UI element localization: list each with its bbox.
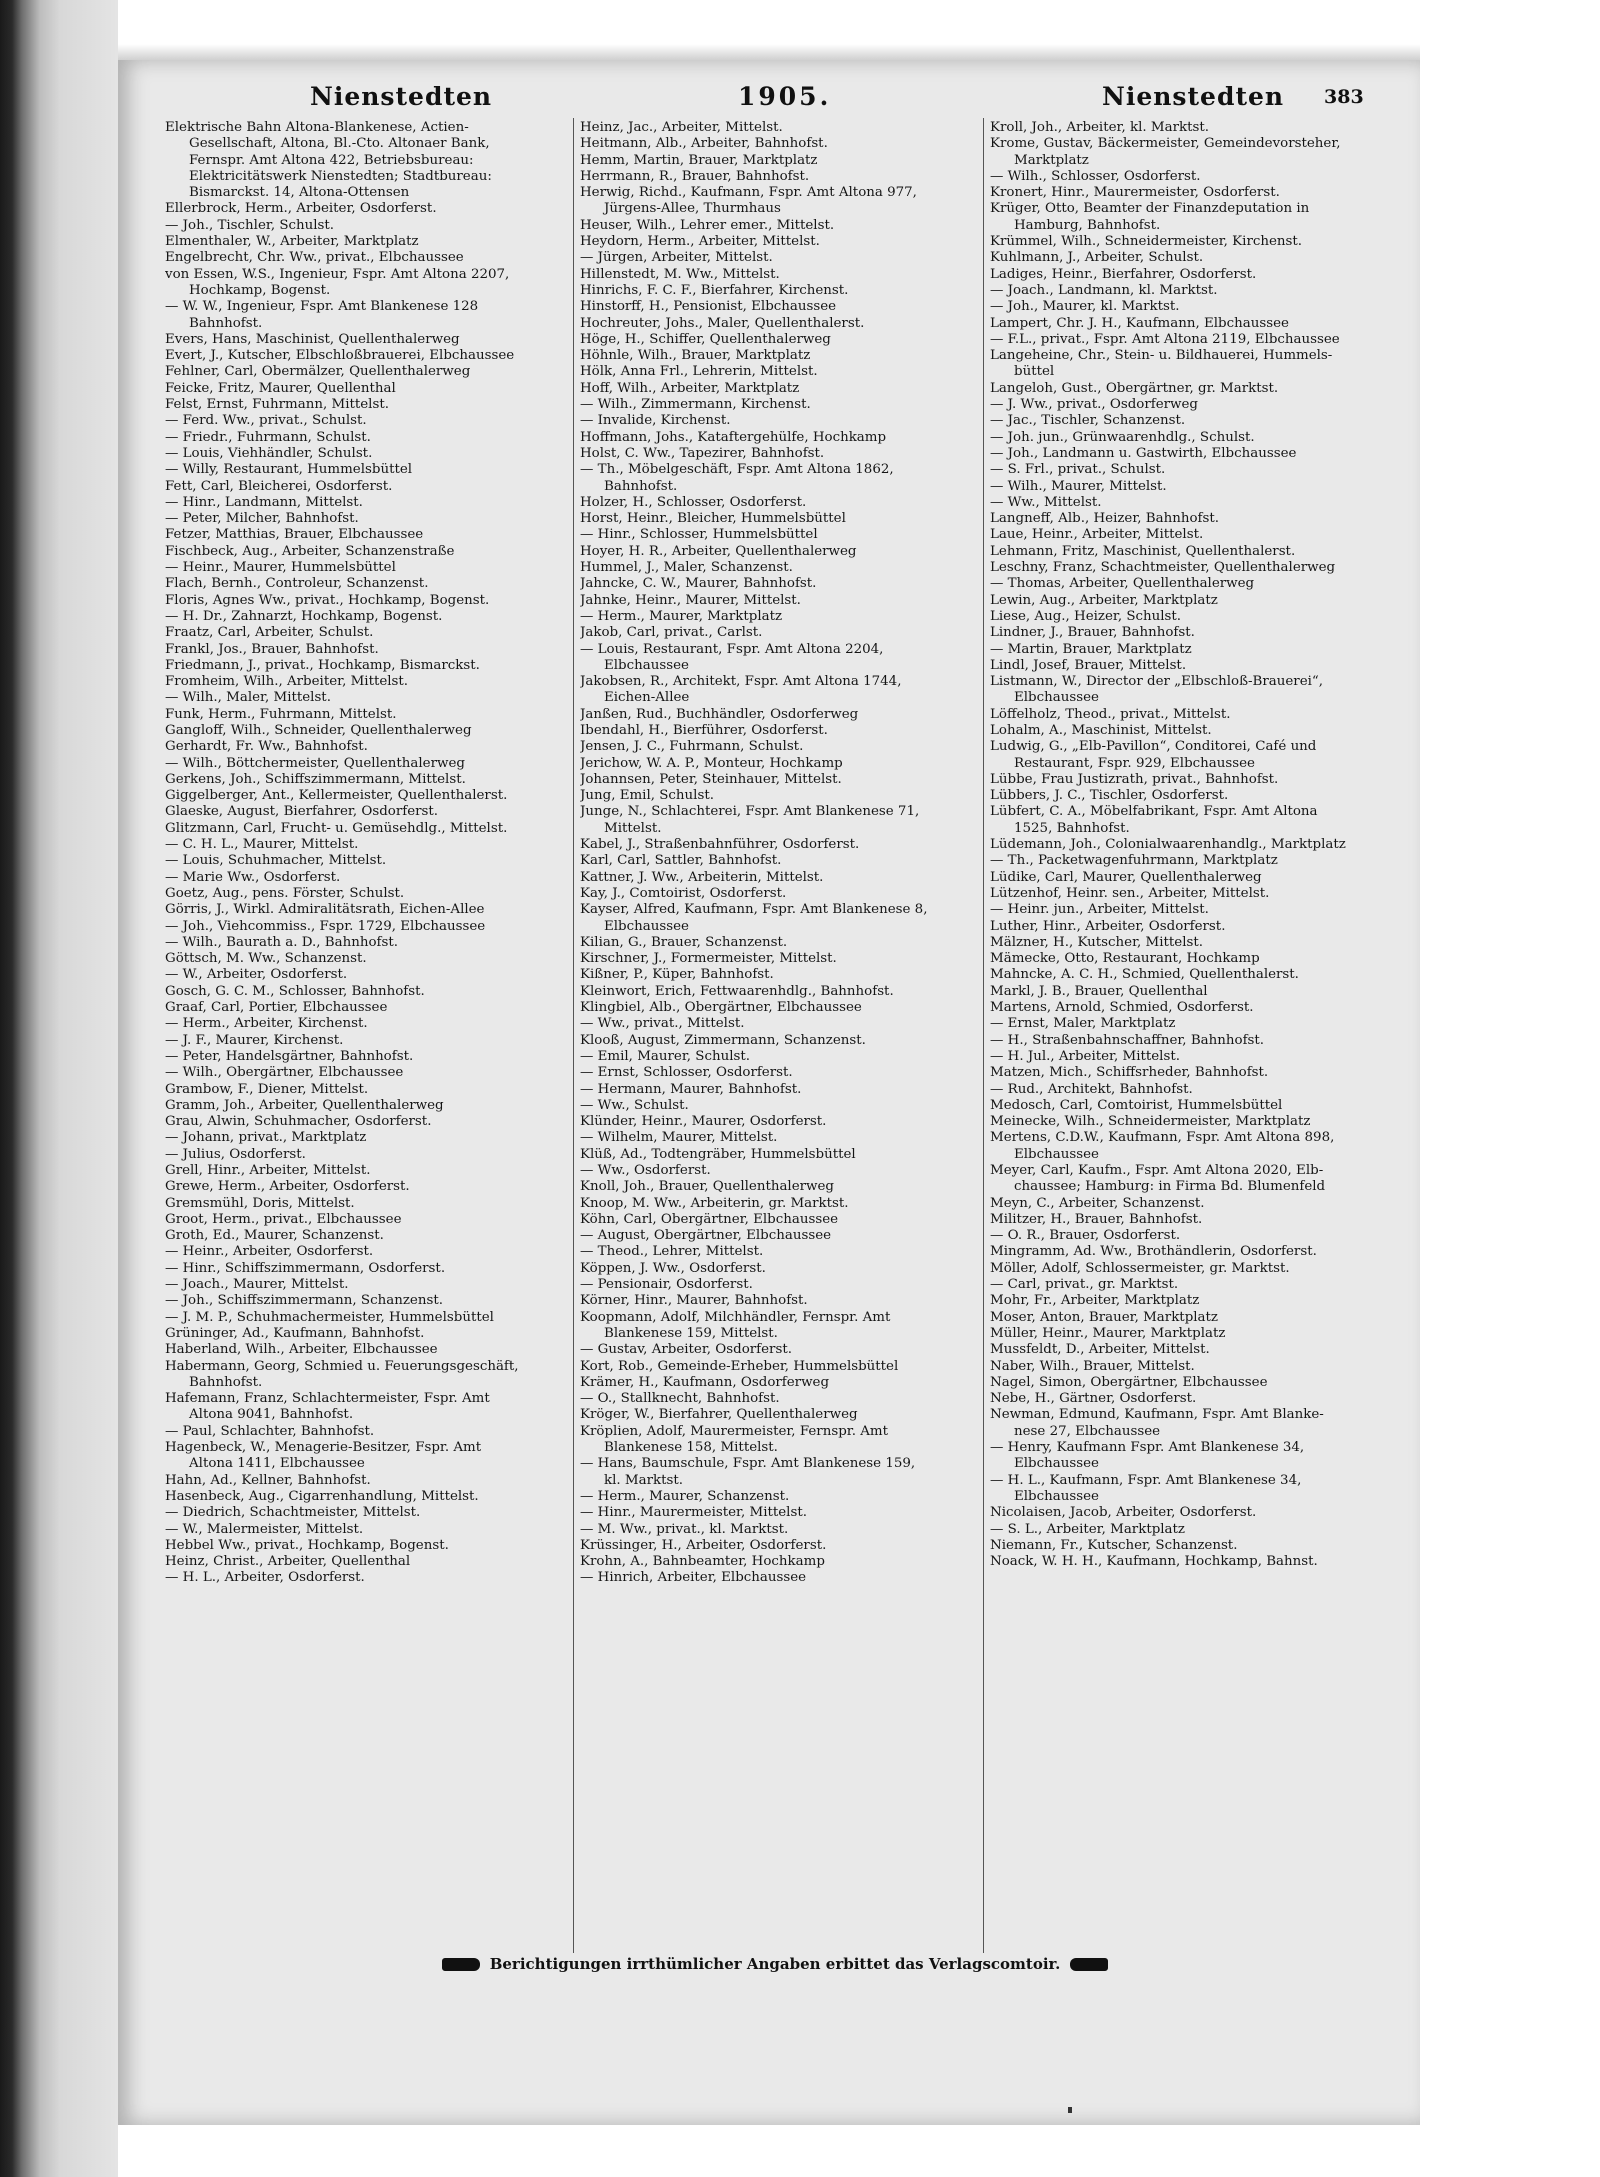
directory-entry: — M. Ww., privat., kl. Marktst.: [580, 1521, 789, 1537]
directory-entry: Hoyer, H. R., Arbeiter, Quellenthalerweg: [580, 543, 857, 559]
directory-entry: — Joh., Landmann u. Gastwirth, Elbchaussee: [990, 445, 1297, 461]
directory-entry: Ellerbrock, Herm., Arbeiter, Osdorferst.: [165, 201, 437, 217]
scan-right-margin: [1420, 0, 1600, 2177]
pointing-hand-icon-right: [1070, 1958, 1108, 1971]
directory-entry: Hamburg, Bahnhofst.: [1014, 217, 1161, 233]
directory-entry: Fromheim, Wilh., Arbeiter, Mittelst.: [165, 674, 409, 690]
directory-entry: — Joach., Landmann, kl. Marktst.: [990, 282, 1218, 298]
directory-column-3: [990, 120, 1398, 1570]
directory-entry: Luther, Hinr., Arbeiter, Osdorferst.: [990, 918, 1226, 934]
directory-entry: — H. Dr., Zahnarzt, Hochkamp, Bogenst.: [165, 608, 443, 624]
directory-entry: Ibendahl, H., Bierführer, Osdorferst.: [580, 722, 828, 738]
directory-entry: — Ww., Schulst.: [580, 1097, 689, 1113]
directory-entry: Kronert, Hinr., Maurermeister, Osdorferst.: [990, 185, 1280, 201]
directory-entry: Hoffmann, Johs., Kataftergehülfe, Hochkamp: [580, 429, 887, 445]
directory-entry: — Hermann, Maurer, Bahnhofst.: [580, 1081, 802, 1097]
directory-entry: Körner, Hinr., Maurer, Bahnhofst.: [580, 1293, 808, 1309]
directory-entry: Elmenthaler, W., Arbeiter, Marktplatz: [165, 234, 419, 250]
directory-entry: Jensen, J. C., Fuhrmann, Schulst.: [580, 739, 804, 755]
directory-entry: Elbchaussee: [1014, 1488, 1099, 1504]
directory-entry: Höge, H., Schiffer, Quellenthalerweg: [580, 331, 831, 347]
directory-entry: Elbchaussee: [604, 918, 689, 934]
directory-entry: Giggelberger, Ant., Kellermeister, Quellenthalerst.: [165, 788, 508, 804]
directory-entry: Kroll, Joh., Arbeiter, kl. Marktst.: [990, 120, 1209, 135]
directory-entry: Gangloff, Wilh., Schneider, Quellenthalerweg: [165, 722, 472, 738]
directory-entry: Evert, J., Kutscher, Elbschloßbrauerei, Elbchaussee: [165, 348, 515, 364]
directory-entry: Köppen, J. Ww., Osdorferst.: [580, 1260, 766, 1276]
directory-entry: Jürgens-Allee, Thurmhaus: [604, 201, 781, 217]
directory-entry: Klüß, Ad., Todtengräber, Hummelsbüttel: [580, 1146, 856, 1162]
directory-entry: Holst, C. Ww., Tapezirer, Bahnhofst.: [580, 445, 825, 461]
directory-entry: — Herm., Arbeiter, Kirchenst.: [165, 1016, 368, 1032]
directory-entry: Elbchaussee: [1014, 690, 1099, 706]
directory-entry: — Herm., Maurer, Marktplatz: [580, 608, 783, 624]
directory-entry: — Hinr., Maurermeister, Mittelst.: [580, 1505, 807, 1521]
directory-entry: Heitmann, Alb., Arbeiter, Bahnhofst.: [580, 136, 828, 152]
directory-entry: Jakobsen, R., Architekt, Fspr. Amt Altona 1744,: [580, 674, 902, 690]
directory-entry: Kayser, Alfred, Kaufmann, Fspr. Amt Blankenese 8,: [580, 902, 928, 918]
directory-entry: Moser, Anton, Brauer, Marktplatz: [990, 1309, 1218, 1325]
directory-entry: Haberland, Wilh., Arbeiter, Elbchaussee: [165, 1342, 438, 1358]
directory-entry: Löffelholz, Theod., privat., Mittelst.: [990, 706, 1231, 722]
directory-entry: — Theod., Lehrer, Mittelst.: [580, 1244, 764, 1260]
directory-entry: Koopmann, Adolf, Milchhändler, Fernspr. Amt: [580, 1309, 891, 1325]
directory-entry: — Ferd. Ww., privat., Schulst.: [165, 413, 367, 429]
directory-entry: Heinz, Jac., Arbeiter, Mittelst.: [580, 120, 783, 135]
directory-entry: Lübbe, Frau Justizrath, privat., Bahnhofst.: [990, 771, 1279, 787]
directory-entry: — Ernst, Schlosser, Osdorferst.: [580, 1065, 793, 1081]
directory-entry: — Wilh., Baurath a. D., Bahnhofst.: [165, 934, 398, 950]
directory-entry: Heuser, Wilh., Lehrer emer., Mittelst.: [580, 217, 835, 233]
directory-entry: — Paul, Schlachter, Bahnhofst.: [165, 1423, 375, 1439]
directory-entry: Hoff, Wilh., Arbeiter, Marktplatz: [580, 380, 800, 396]
directory-entry: — Gustav, Arbeiter, Osdorferst.: [580, 1342, 792, 1358]
directory-entry: Jahnke, Heinr., Maurer, Mittelst.: [580, 592, 801, 608]
header-year: 1905.: [738, 82, 832, 111]
directory-entry: Goetz, Aug., pens. Förster, Schulst.: [165, 885, 405, 901]
directory-entry: Hochkamp, Bogenst.: [189, 282, 331, 298]
pointing-hand-icon: [442, 1958, 480, 1971]
directory-entry: — Wilh., Obergärtner, Elbchaussee: [165, 1065, 404, 1081]
directory-entry: Noack, W. H. H., Kaufmann, Hochkamp, Bahnst.: [990, 1554, 1318, 1570]
directory-entry: — Th., Packetwagenfuhrmann, Marktplatz: [990, 853, 1278, 869]
page-footer: [395, 1951, 1155, 1977]
directory-entry: Lüdemann, Joh., Colonialwaarenhandlg., Marktplatz: [990, 837, 1346, 853]
directory-entry: Hafemann, Franz, Schlachtermeister, Fspr. Amt: [165, 1391, 490, 1407]
directory-entry: Hahn, Ad., Kellner, Bahnhofst.: [165, 1472, 371, 1488]
directory-entry: Hasenbeck, Aug., Cigarrenhandlung, Mittelst.: [165, 1488, 479, 1504]
directory-entry: Fernspr. Amt Altona 422, Betriebsbureau:: [189, 152, 474, 168]
directory-entry: Matzen, Mich., Schiffsrheder, Bahnhofst.: [990, 1065, 1269, 1081]
directory-entry: Knoll, Joh., Brauer, Quellenthalerweg: [580, 1179, 835, 1195]
directory-entry: Listmann, W., Director der „Elbschloß-Brauerei“,: [990, 674, 1324, 690]
directory-entry: — Ernst, Maler, Marktplatz: [990, 1016, 1176, 1032]
directory-entry: Görris, J., Wirkl. Admiralitätsrath, Eichen-Allee: [165, 902, 485, 918]
footer-note: Berichtigungen irrthümlicher Angaben erbittet das Verlagscomtoir.: [489, 1955, 1061, 1973]
directory-entry: Johannsen, Peter, Steinhauer, Mittelst.: [580, 771, 842, 787]
directory-entry: Lübfert, C. A., Möbelfabrikant, Fspr. Amt Altona: [990, 804, 1318, 820]
directory-entry: — Wilh., Schlosser, Osdorferst.: [990, 168, 1201, 184]
directory-entry: Lewin, Aug., Arbeiter, Marktplatz: [990, 592, 1218, 608]
directory-entry: Groot, Herm., privat., Elbchaussee: [165, 1211, 402, 1227]
directory-entry: Grau, Alwin, Schuhmacher, Osdorferst.: [165, 1114, 432, 1130]
directory-entry: Hebbel Ww., privat., Hochkamp, Bogenst.: [165, 1537, 449, 1553]
directory-entry: Möller, Adolf, Schlossermeister, gr. Marktst.: [990, 1260, 1290, 1276]
directory-entry: 1525, Bahnhofst.: [1014, 820, 1130, 836]
directory-entry: Fett, Carl, Bleicherei, Osdorferst.: [165, 478, 393, 494]
directory-entry: Bahnhofst.: [189, 1374, 263, 1390]
header-right-place: Nienstedten: [1102, 82, 1285, 111]
directory-entry: — H. L., Kaufmann, Fspr. Amt Blankenese 34,: [990, 1472, 1302, 1488]
directory-entry: Herrmann, R., Brauer, Bahnhofst.: [580, 168, 810, 184]
directory-entry: Klingbiel, Alb., Obergärtner, Elbchaussee: [580, 1000, 862, 1016]
directory-entry: Lindl, Josef, Brauer, Mittelst.: [990, 657, 1187, 673]
directory-entry: Kilian, G., Brauer, Schanzenst.: [580, 934, 788, 950]
directory-entry: Groth, Ed., Maurer, Schanzenst.: [165, 1228, 384, 1244]
directory-entry: büttel: [1014, 364, 1055, 380]
directory-entry: Elektricitätswerk Nienstedten; Stadtbureau:: [189, 168, 492, 184]
directory-entry: Funk, Herm., Fuhrmann, Mittelst.: [165, 706, 397, 722]
directory-entry: Kleinwort, Erich, Fettwaarenhdlg., Bahnhofst.: [580, 983, 894, 999]
directory-entry: Karl, Carl, Sattler, Bahnhofst.: [580, 853, 782, 869]
directory-entry: kl. Marktst.: [604, 1472, 684, 1488]
directory-entry: Friedmann, J., privat., Hochkamp, Bismarckst.: [165, 657, 480, 673]
directory-entry: Horst, Heinr., Bleicher, Hummelsbüttel: [580, 511, 846, 527]
directory-entry: — F.L., privat., Fspr. Amt Altona 2119, Elbchaussee: [990, 331, 1340, 347]
directory-entry: Hölk, Anna Frl., Lehrerin, Mittelst.: [580, 364, 818, 380]
directory-entry: Langeheine, Chr., Stein- u. Bildhauerei, Hummels-: [990, 348, 1333, 364]
directory-entry: Gremsmühl, Doris, Mittelst.: [165, 1195, 355, 1211]
directory-entry: Eichen-Allee: [604, 690, 690, 706]
directory-entry: Nicolaisen, Jacob, Arbeiter, Osdorferst.: [990, 1505, 1257, 1521]
directory-entry: Lützenhof, Heinr. sen., Arbeiter, Mittelst.: [990, 885, 1270, 901]
directory-entry: — Wilh., Zimmermann, Kirchenst.: [580, 397, 811, 413]
directory-entry: — Th., Möbelgeschäft, Fspr. Amt Altona 1862,: [580, 462, 894, 478]
directory-entry: Elbchaussee: [1014, 1456, 1099, 1472]
directory-entry: Jakob, Carl, privat., Carlst.: [580, 625, 763, 641]
directory-entry: — Thomas, Arbeiter, Quellenthalerweg: [990, 576, 1255, 592]
directory-entry: Mohr, Fr., Arbeiter, Marktplatz: [990, 1293, 1200, 1309]
directory-entry: — Johann, privat., Marktplatz: [165, 1130, 367, 1146]
page-header: [160, 82, 1376, 118]
directory-entry: von Essen, W.S., Ingenieur, Fspr. Amt Altona 2207,: [165, 266, 510, 282]
directory-entry: — Wilh., Maurer, Mittelst.: [990, 478, 1167, 494]
directory-entry: — Wilh., Böttchermeister, Quellenthalerweg: [165, 755, 465, 771]
directory-entry: Hillenstedt, M. Ww., Mittelst.: [580, 266, 780, 282]
directory-entry: Meyer, Carl, Kaufm., Fspr. Amt Altona 2020, Elb-: [990, 1163, 1324, 1178]
directory-entry: — Hinr., Schiffszimmermann, Osdorferst.: [165, 1260, 446, 1276]
directory-entry: — Jürgen, Arbeiter, Mittelst.: [580, 250, 773, 266]
directory-entry: Meyn, C., Arbeiter, Schanzenst.: [990, 1195, 1205, 1211]
directory-entry: Hochreuter, Johs., Maler, Quellenthalerst.: [580, 315, 865, 331]
directory-entry: Jahncke, C. W., Maurer, Bahnhofst.: [580, 576, 817, 592]
directory-entry: Blankenese 159, Mittelst.: [604, 1325, 778, 1341]
directory-entry: Bismarckst. 14, Altona-Ottensen: [189, 185, 410, 201]
directory-entry: Gerhardt, Fr. Ww., Bahnhofst.: [165, 739, 368, 755]
directory-entry: — C. H. L., Maurer, Mittelst.: [165, 837, 359, 853]
directory-entry: — H. Jul., Arbeiter, Mittelst.: [990, 1048, 1180, 1064]
directory-entry: Fischbeck, Aug., Arbeiter, Schanzenstraße: [165, 543, 455, 559]
directory-entry: Habermann, Georg, Schmied u. Feuerungsgeschäft,: [165, 1358, 519, 1374]
directory-entry: Hemm, Martin, Brauer, Marktplatz: [580, 152, 818, 168]
directory-entry: Junge, N., Schlachterei, Fspr. Amt Blankenese 71,: [580, 804, 920, 820]
directory-entry: — Pensionair, Osdorferst.: [580, 1277, 753, 1293]
directory-entry: Lüdike, Carl, Maurer, Quellenthalerweg: [990, 869, 1262, 885]
directory-entry: — W. W., Ingenieur, Fspr. Amt Blankenese 128: [165, 299, 479, 315]
directory-entry: Ladiges, Heinr., Bierfahrer, Osdorferst.: [990, 266, 1257, 282]
directory-entry: Mussfeldt, D., Arbeiter, Mittelst.: [990, 1342, 1210, 1358]
directory-entry: — O. R., Brauer, Osdorferst.: [990, 1228, 1181, 1244]
directory-column-2: [580, 120, 988, 1587]
directory-entry: Krüssinger, H., Arbeiter, Osdorferst.: [580, 1537, 827, 1553]
directory-entry: Altona 1411, Elbchaussee: [189, 1456, 365, 1472]
directory-entry: Klünder, Heinr., Maurer, Osdorferst.: [580, 1114, 827, 1130]
directory-entry: Kattner, J. Ww., Arbeiterin, Mittelst.: [580, 869, 824, 885]
directory-entry: Hinrichs, F. C. F., Bierfahrer, Kirchenst.: [580, 282, 849, 298]
directory-entry: — Heinr. jun., Arbeiter, Mittelst.: [990, 902, 1209, 918]
directory-entry: — Ww., privat., Mittelst.: [580, 1016, 745, 1032]
directory-entry: chaussee; Hamburg: in Firma Bd. Blumenfeld: [1014, 1179, 1326, 1195]
directory-entry: — Peter, Milcher, Bahnhofst.: [165, 511, 359, 527]
directory-entry: — Julius, Osdorferst.: [165, 1146, 306, 1162]
directory-entry: Elbchaussee: [604, 657, 689, 673]
directory-entry: Glaeske, August, Bierfahrer, Osdorferst.: [165, 804, 439, 820]
directory-entry: Heydorn, Herm., Arbeiter, Mittelst.: [580, 234, 820, 250]
directory-entry: Knoop, M. Ww., Arbeiterin, gr. Marktst.: [580, 1195, 849, 1211]
directory-entry: Mertens, C.D.W., Kaufmann, Fspr. Amt Altona 898,: [990, 1130, 1335, 1146]
directory-entry: Mälzner, H., Kutscher, Mittelst.: [990, 934, 1204, 950]
scan-speck: [1068, 2107, 1072, 2113]
directory-entry: Jung, Emil, Schulst.: [580, 788, 714, 804]
directory-entry: Krome, Gustav, Bäckermeister, Gemeindevorsteher,: [990, 136, 1341, 152]
directory-entry: Hagenbeck, W., Menagerie-Besitzer, Fspr. Amt: [165, 1440, 482, 1456]
directory-entry: — J. F., Maurer, Kirchenst.: [165, 1032, 344, 1048]
directory-entry: Lampert, Chr. J. H., Kaufmann, Elbchaussee: [990, 315, 1289, 331]
directory-entry: Fehlner, Carl, Obermälzer, Quellenthalerweg: [165, 364, 471, 380]
directory-entry: — Hans, Baumschule, Fspr. Amt Blankenese 159,: [580, 1456, 916, 1472]
directory-entry: — Joh., Tischler, Schulst.: [165, 217, 335, 233]
directory-entry: Medosch, Carl, Comtoirist, Hummelsbüttel: [990, 1097, 1283, 1113]
column-divider-left: [573, 118, 574, 1953]
directory-entry: Grewe, Herm., Arbeiter, Osdorferst.: [165, 1179, 410, 1195]
directory-entry: — Friedr., Fuhrmann, Schulst.: [165, 429, 371, 445]
directory-entry: Glitzmann, Carl, Frucht- u. Gemüsehdlg., Mittelst.: [165, 820, 508, 836]
directory-entry: Kißner, P., Küper, Bahnhofst.: [580, 967, 774, 983]
directory-entry: Bahnhofst.: [604, 478, 678, 494]
directory-entry: Kröplien, Adolf, Maurermeister, Fernspr. Amt: [580, 1423, 888, 1439]
directory-entry: Grüninger, Ad., Kaufmann, Bahnhofst.: [165, 1325, 425, 1341]
directory-entry: Kort, Rob., Gemeinde-Erheber, Hummelsbüttel: [580, 1358, 899, 1374]
directory-entry: Nebe, H., Gärtner, Osdorferst.: [990, 1391, 1197, 1407]
directory-entry: Meinecke, Wilh., Schneidermeister, Marktplatz: [990, 1114, 1311, 1130]
directory-entry: Elektrische Bahn Altona-Blankenese, Actien-: [165, 120, 469, 135]
directory-entry: — W., Arbeiter, Osdorferst.: [165, 967, 348, 983]
directory-entry: Mittelst.: [604, 820, 662, 836]
directory-entry: — August, Obergärtner, Elbchaussee: [580, 1228, 832, 1244]
directory-entry: Hummel, J., Maler, Schanzenst.: [580, 560, 793, 576]
directory-entry: — Herm., Maurer, Schanzenst.: [580, 1488, 790, 1504]
directory-entry: Militzer, H., Brauer, Bahnhofst.: [990, 1211, 1203, 1227]
directory-entry: — J. M. P., Schuhmachermeister, Hummelsbüttel: [165, 1309, 494, 1325]
directory-entry: — Louis, Schuhmacher, Mittelst.: [165, 853, 387, 869]
directory-entry: Feicke, Fritz, Maurer, Quellenthal: [165, 380, 396, 396]
directory-entry: Krohn, A., Bahnbeamter, Hochkamp: [580, 1554, 825, 1570]
directory-entry: Felst, Ernst, Fuhrmann, Mittelst.: [165, 397, 389, 413]
directory-entry: Heinz, Christ., Arbeiter, Quellenthal: [165, 1554, 411, 1570]
directory-entry: — Heinr., Arbeiter, Osdorferst.: [165, 1244, 374, 1260]
directory-entry: — Diedrich, Schachtmeister, Mittelst.: [165, 1505, 421, 1521]
directory-entry: Martens, Arnold, Schmied, Osdorferst.: [990, 1000, 1254, 1016]
directory-entry: Grambow, F., Diener, Mittelst.: [165, 1081, 369, 1097]
directory-entry: — H., Straßenbahnschaffner, Bahnhofst.: [990, 1032, 1265, 1048]
directory-entry: nese 27, Elbchaussee: [1014, 1423, 1161, 1439]
directory-entry: — Heinr., Maurer, Hummelsbüttel: [165, 560, 396, 576]
directory-entry: — Jac., Tischler, Schanzenst.: [990, 413, 1186, 429]
directory-entry: Mämecke, Otto, Restaurant, Hochkamp: [990, 951, 1260, 967]
directory-entry: Engelbrecht, Chr. Ww., privat., Elbchaussee: [165, 250, 464, 266]
directory-entry: Fetzer, Matthias, Brauer, Elbchaussee: [165, 527, 424, 543]
directory-entry: Frankl, Jos., Brauer, Bahnhofst.: [165, 641, 379, 657]
directory-entry: Markl, J. B., Brauer, Quellenthal: [990, 983, 1208, 999]
directory-entry: Altona 9041, Bahnhofst.: [189, 1407, 354, 1423]
directory-entry: Kabel, J., Straßenbahnführer, Osdorferst.: [580, 837, 860, 853]
directory-entry: Flach, Bernh., Controleur, Schanzenst.: [165, 576, 429, 592]
directory-entry: Holzer, H., Schlosser, Osdorferst.: [580, 494, 807, 510]
directory-entry: Höhnle, Wilh., Brauer, Marktplatz: [580, 348, 811, 364]
header-left-place: Nienstedten: [310, 82, 493, 111]
directory-entry: — Invalide, Kirchenst.: [580, 413, 731, 429]
directory-entry: Naber, Wilh., Brauer, Mittelst.: [990, 1358, 1195, 1374]
directory-entry: Leschny, Franz, Schachtmeister, Quellenthalerweg: [990, 560, 1336, 576]
directory-entry: Kuhlmann, J., Arbeiter, Schulst.: [990, 250, 1204, 266]
directory-entry: Blankenese 158, Mittelst.: [604, 1440, 778, 1456]
directory-entry: Gesellschaft, Altona, Bl.-Cto. Altonaer Bank,: [189, 136, 490, 152]
scan-top-margin: [0, 0, 1600, 60]
directory-entry: Kröger, W., Bierfahrer, Quellenthalerweg: [580, 1407, 858, 1423]
directory-entry: Graaf, Carl, Portier, Elbchaussee: [165, 1000, 388, 1016]
directory-entry: Langeloh, Gust., Obergärtner, gr. Marktst.: [990, 380, 1279, 396]
directory-entry: — Emil, Maurer, Schulst.: [580, 1048, 750, 1064]
directory-entry: Newman, Edmund, Kaufmann, Fspr. Amt Blanke-: [990, 1407, 1324, 1423]
directory-entry: Jerichow, W. A. P., Monteur, Hochkamp: [580, 755, 843, 771]
directory-entry: Lehmann, Fritz, Maschinist, Quellenthalerst.: [990, 543, 1296, 559]
directory-entry: — Ww., Mittelst.: [990, 494, 1102, 510]
directory-entry: — Hinr., Schlosser, Hummelsbüttel: [580, 527, 818, 543]
directory-entry: Krämer, H., Kaufmann, Osdorferweg: [580, 1374, 830, 1390]
directory-entry: Lindner, J., Brauer, Bahnhofst.: [990, 625, 1195, 641]
directory-entry: Kirschner, J., Formermeister, Mittelst.: [580, 951, 837, 967]
directory-entry: Herwig, Richd., Kaufmann, Fspr. Amt Altona 977,: [580, 185, 917, 201]
directory-entry: — Hinrich, Arbeiter, Elbchaussee: [580, 1570, 807, 1586]
directory-entry: Bahnhofst.: [189, 315, 263, 331]
directory-entry: Niemann, Fr., Kutscher, Schanzenst.: [990, 1537, 1238, 1553]
directory-entry: Marktplatz: [1014, 152, 1089, 168]
book-spine-shadow: [0, 0, 118, 2177]
directory-entry: Floris, Agnes Ww., privat., Hochkamp, Bogenst.: [165, 592, 490, 608]
directory-entry: — Hinr., Landmann, Mittelst.: [165, 494, 363, 510]
directory-entry: Mingramm, Ad. Ww., Brothändlerin, Osdorferst.: [990, 1244, 1317, 1260]
directory-entry: — O., Stallknecht, Bahnhofst.: [580, 1391, 780, 1407]
directory-entry: — Martin, Brauer, Marktplatz: [990, 641, 1192, 657]
directory-entry: Nagel, Simon, Obergärtner, Elbchaussee: [990, 1374, 1268, 1390]
directory-entry: Grell, Hinr., Arbeiter, Mittelst.: [165, 1163, 371, 1178]
directory-entry: — Ww., Osdorferst.: [580, 1163, 711, 1178]
directory-entry: — Peter, Handelsgärtner, Bahnhofst.: [165, 1048, 414, 1064]
directory-entry: Krümmel, Wilh., Schneidermeister, Kirchenst.: [990, 234, 1303, 250]
directory-entry: Gramm, Joh., Arbeiter, Quellenthalerweg: [165, 1097, 444, 1113]
directory-entry: Lübbers, J. C., Tischler, Osdorferst.: [990, 788, 1229, 804]
directory-entry: Krüger, Otto, Beamter der Finanzdeputation in: [990, 201, 1310, 217]
directory-entry: Janßen, Rud., Buchhändler, Osdorferweg: [580, 706, 859, 722]
directory-entry: — Rud., Architekt, Bahnhofst.: [990, 1081, 1193, 1097]
directory-entry: — S. L., Arbeiter, Marktplatz: [990, 1521, 1185, 1537]
directory-entry: — J. Ww., privat., Osdorferweg: [990, 397, 1198, 413]
directory-entry: Hinstorff, H., Pensionist, Elbchaussee: [580, 299, 837, 315]
directory-entry: Evers, Hans, Maschinist, Quellenthalerweg: [165, 331, 460, 347]
directory-entry: — Willy, Restaurant, Hummelsbüttel: [165, 462, 413, 478]
page-number: 383: [1324, 86, 1364, 108]
directory-entry: Liese, Aug., Heizer, Schulst.: [990, 608, 1182, 624]
directory-entry: — Carl, privat., gr. Marktst.: [990, 1277, 1179, 1293]
directory-entry: Kay, J., Comtoirist, Osdorferst.: [580, 885, 787, 901]
directory-entry: — Joh. jun., Grünwaarenhdlg., Schulst.: [990, 429, 1255, 445]
directory-entry: — W., Malermeister, Mittelst.: [165, 1521, 364, 1537]
directory-entry: Köhn, Carl, Obergärtner, Elbchaussee: [580, 1211, 839, 1227]
directory-entry: — Joh., Maurer, kl. Marktst.: [990, 299, 1180, 315]
directory-entry: Mahncke, A. C. H., Schmied, Quellenthalerst.: [990, 967, 1299, 983]
directory-entry: — Joach., Maurer, Mittelst.: [165, 1277, 349, 1293]
directory-entry: — S. Frl., privat., Schulst.: [990, 462, 1166, 478]
directory-entry: — Wilhelm, Maurer, Mittelst.: [580, 1130, 778, 1146]
directory-entry: — Louis, Viehhändler, Schulst.: [165, 445, 373, 461]
directory-entry: Langneff, Alb., Heizer, Bahnhofst.: [990, 511, 1219, 527]
directory-entry: — Wilh., Maler, Mittelst.: [165, 690, 331, 706]
directory-entry: — Henry, Kaufmann Fspr. Amt Blankenese 34,: [990, 1440, 1305, 1456]
directory-entry: Restaurant, Fspr. 929, Elbchaussee: [1014, 755, 1255, 771]
directory-entry: Lohalm, A., Maschinist, Mittelst.: [990, 722, 1212, 738]
directory-entry: Müller, Heinr., Maurer, Marktplatz: [990, 1325, 1226, 1341]
directory-entry: Laue, Heinr., Arbeiter, Mittelst.: [990, 527, 1204, 543]
directory-entry: Fraatz, Carl, Arbeiter, Schulst.: [165, 625, 374, 641]
directory-entry: — Joh., Schiffszimmermann, Schanzenst.: [165, 1293, 443, 1309]
directory-entry: Gerkens, Joh., Schiffszimmermann, Mittelst.: [165, 771, 466, 787]
directory-entry: — Joh., Viehcommiss., Fspr. 1729, Elbchaussee: [165, 918, 486, 934]
directory-column-1: [165, 120, 573, 1587]
directory-entry: Gosch, G. C. M., Schlosser, Bahnhofst.: [165, 983, 425, 999]
directory-entry: Elbchaussee: [1014, 1146, 1099, 1162]
directory-entry: Göttsch, M. Ww., Schanzenst.: [165, 951, 367, 967]
directory-entry: Klooß, August, Zimmermann, Schanzenst.: [580, 1032, 866, 1048]
directory-entry: Ludwig, G., „Elb-Pavillon“, Conditorei, Café und: [990, 739, 1317, 755]
directory-entry: — Marie Ww., Osdorferst.: [165, 869, 341, 885]
directory-entry: — H. L., Arbeiter, Osdorferst.: [165, 1570, 365, 1586]
directory-entry: — Louis, Restaurant, Fspr. Amt Altona 2204,: [580, 641, 884, 657]
